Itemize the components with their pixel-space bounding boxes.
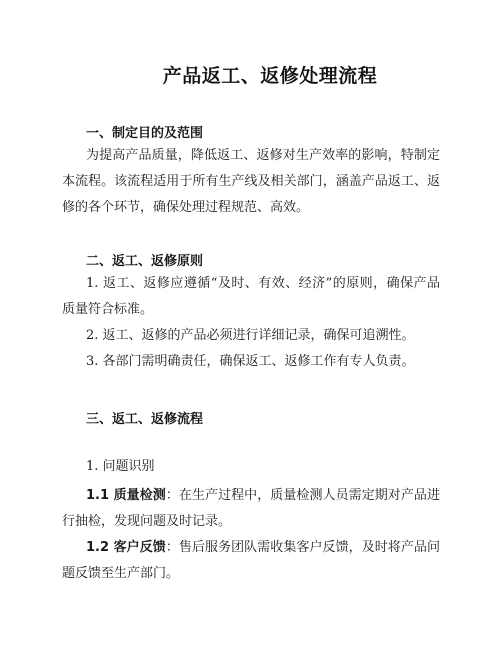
section-body-purpose: 为提高产品质量，降低返工、返修对生产效率的影响，特制定本流程。该流程适用于所有生产线及相关部门，涵盖产品返工、返修的各个环节，确保处理过程规范、高效。 [62, 148, 440, 215]
section-heading-process: 三、返工、返修流程 [86, 412, 204, 427]
item-text-customer-feedback: ：售后服务团队需收集客户反馈，及时将产品问题反馈至生产部门。 [62, 540, 440, 581]
item-lead-quality-inspection: 1.1 质量检测 [86, 488, 166, 503]
principle-item-1: 1. 返工、返修应遵循“及时、有效、经济”的原则，确保产品质量符合标准。 [62, 276, 440, 317]
process-item-quality-inspection [62, 483, 440, 535]
principle-item-2: 2. 返工、返修的产品必须进行详细记录，确保可追溯性。 [86, 328, 415, 343]
process-item-customer-feedback [62, 535, 440, 587]
subsection-heading-identification: 1. 问题识别 [86, 459, 155, 474]
item-text-quality-inspection: ：在生产过程中，质量检测人员需定期对产品进行抽检，发现问题及时记录。 [62, 488, 440, 529]
principle-item-3: 3. 各部门需明确责任，确保返工、返修工作有专人负责。 [86, 354, 415, 369]
document-title: 产品返工、返修处理流程 [162, 65, 378, 87]
item-lead-customer-feedback: 1.2 客户反馈 [86, 540, 166, 555]
section-heading-principles: 二、返工、返修原则 [86, 254, 204, 269]
section-heading-purpose: 一、制定目的及范围 [86, 126, 204, 141]
